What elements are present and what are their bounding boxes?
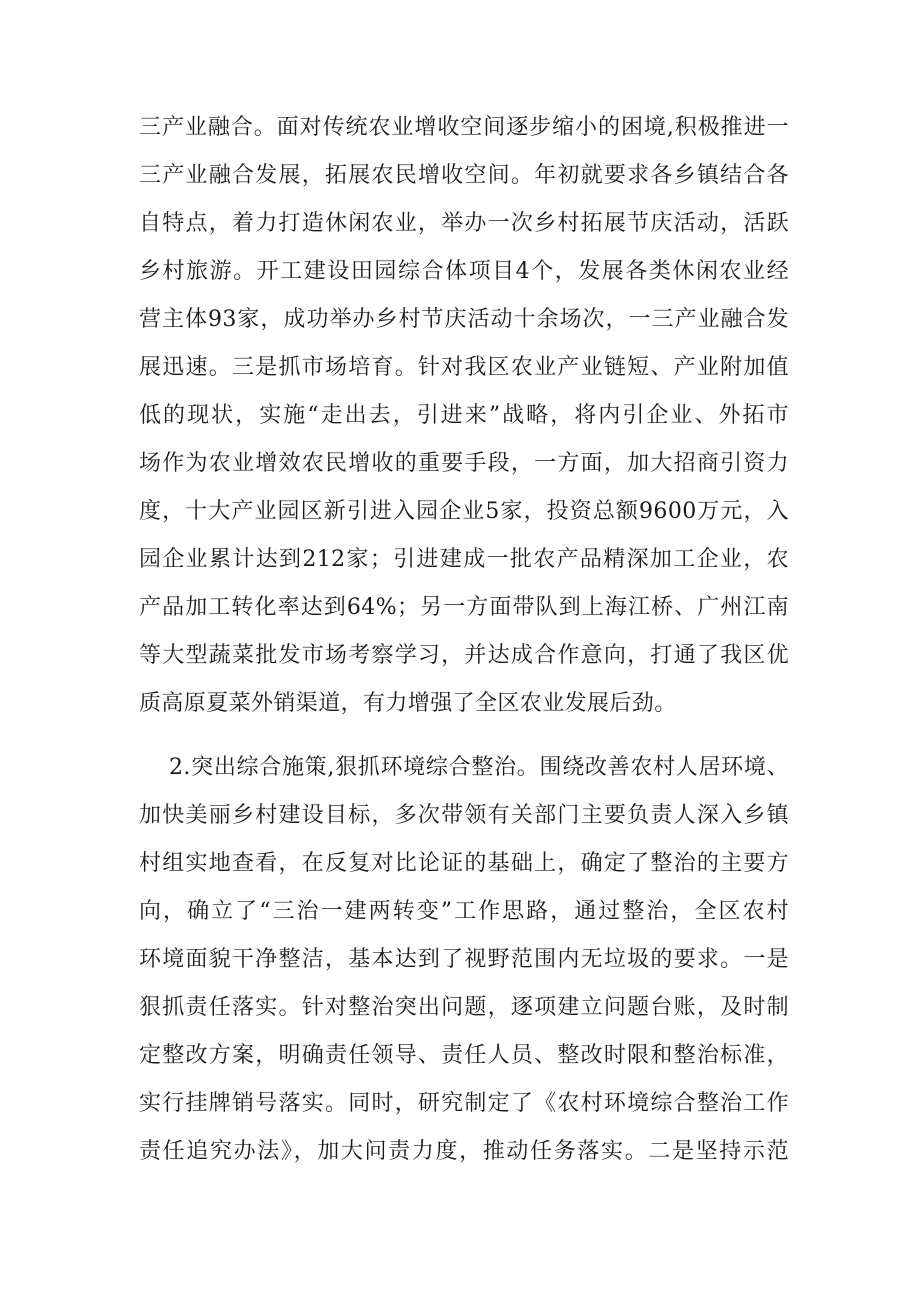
paragraph-1-line: 园企业累计达到212家；引进建成一批农产品精深加工企业，农 bbox=[139, 547, 789, 572]
paragraph-1-line: 产品加工转化率达到64%；另一方面带队到上海江桥、广州江南 bbox=[139, 595, 789, 620]
paragraph-1 bbox=[139, 104, 789, 728]
paragraph-1-line: 质高原夏菜外销渠道，有力增强了全区农业发展后劲。 bbox=[139, 691, 677, 716]
paragraph-1-line: 营主体93家，成功举办乡村节庆活动十余场次，一三产业融合发 bbox=[139, 307, 789, 332]
paragraph-2-line: 2.突出综合施策,狠抓环境综合整治。围绕改善农村人居环境、 bbox=[169, 755, 789, 780]
paragraph-1-line: 低的现状，实施“走出去，引进来”战略，将内引企业、外拓市 bbox=[139, 403, 789, 428]
paragraph-1-line: 乡村旅游。开工建设田园综合体项目4个，发展各类休闲农业经 bbox=[139, 259, 789, 284]
paragraph-2-line: 狠抓责任落实。针对整治突出问题，逐项建立问题台账，及时制 bbox=[139, 995, 789, 1020]
paragraph-2-line: 向，确立了“三治一建两转变”工作思路，通过整治，全区农村 bbox=[139, 899, 789, 924]
paragraph-1-line: 自特点，着力打造休闲农业，举办一次乡村拓展节庆活动，活跃 bbox=[139, 211, 789, 236]
paragraph-2 bbox=[139, 744, 789, 1176]
paragraph-1-line: 展迅速。三是抓市场培育。针对我区农业产业链短、产业附加值 bbox=[139, 355, 789, 380]
paragraph-2-line: 加快美丽乡村建设目标，多次带领有关部门主要负责人深入乡镇 bbox=[139, 803, 789, 828]
paragraph-1-line: 三产业融合。面对传统农业增收空间逐步缩小的困境,积极推进一 bbox=[139, 115, 789, 140]
paragraph-1-line: 三产业融合发展，拓展农民增收空间。年初就要求各乡镇结合各 bbox=[139, 163, 789, 188]
paragraph-2-line: 环境面貌干净整洁，基本达到了视野范围内无垃圾的要求。一是 bbox=[139, 947, 789, 972]
paragraph-2-line: 定整改方案，明确责任领导、责任人员、整改时限和整治标准， bbox=[139, 1043, 789, 1068]
paragraph-2-line: 责任追究办法》，加大问责力度，推动任务落实。二是坚持示范 bbox=[139, 1139, 789, 1164]
paragraph-2-line: 实行挂牌销号落实。同时，研究制定了《农村环境综合整治工作 bbox=[139, 1091, 789, 1116]
paragraph-1-line: 度，十大产业园区新引进入园企业5家，投资总额9600万元，入 bbox=[139, 499, 789, 524]
paragraph-1-line: 等大型蔬菜批发市场考察学习，并达成合作意向，打通了我区优 bbox=[139, 643, 789, 668]
paragraph-2-line: 村组实地查看，在反复对比论证的基础上，确定了整治的主要方 bbox=[139, 851, 789, 876]
paragraph-1-line: 场作为农业增效农民增收的重要手段，一方面，加大招商引资力 bbox=[139, 451, 789, 476]
